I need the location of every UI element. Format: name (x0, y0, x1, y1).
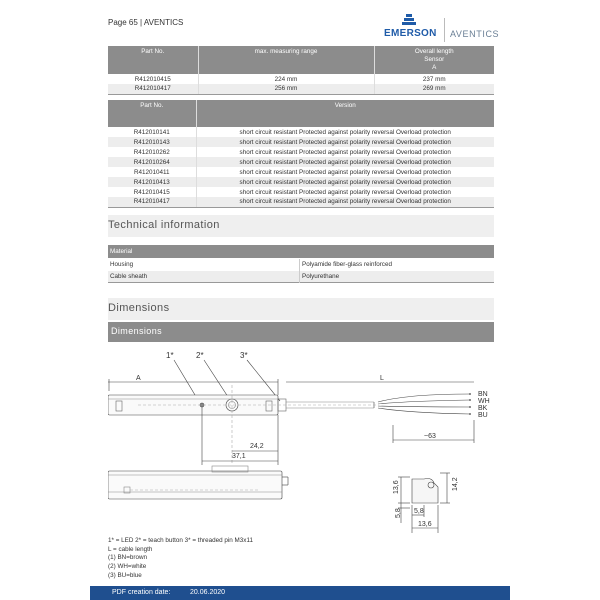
table-row: R412010417 256 mm 269 mm (108, 84, 494, 94)
dim-136b-label: 13,6 (418, 521, 432, 528)
dim-371-label: 37,1 (232, 453, 246, 460)
wire-wh-label: WH (478, 398, 490, 405)
wire-bk-label: BK (478, 405, 488, 412)
material-header: Material (108, 245, 494, 258)
table-row: R412010415 short circuit resistant Protected against polarity reversal Overload protection (108, 187, 494, 197)
emerson-logo-icon (402, 14, 416, 28)
callout-1: 1* (166, 351, 174, 360)
emerson-logo-text: EMERSON (384, 28, 437, 39)
aventics-logo-text: AVENTICS (450, 29, 500, 39)
table-row: R412010264 short circuit resistant Protected against polarity reversal Overload protection (108, 157, 494, 167)
table-row: R412010417 short circuit resistant Protected against polarity reversal Overload protection (108, 197, 494, 207)
technical-info-title: Technical information (108, 219, 220, 231)
dimensions-title: Dimensions (108, 302, 170, 314)
callout-3: 3* (240, 351, 248, 360)
table-row: R412010415 224 mm 237 mm (108, 74, 494, 84)
table-row: R412010262 short circuit resistant Protected against polarity reversal Overload protection (108, 147, 494, 157)
page-header (108, 14, 503, 44)
wire-bu-label: BU (478, 412, 488, 419)
material-row: Cable sheath Polyurethane (108, 271, 494, 283)
version-table (108, 100, 494, 208)
col-header-part-no: Part No. (108, 100, 196, 127)
dimension-drawing (108, 345, 494, 535)
dim-58a-label: 5,8 (395, 508, 402, 518)
table-row: R412010411 short circuit resistant Protected against polarity reversal Overload protection (108, 167, 494, 177)
col-header-version: Version (196, 100, 494, 127)
col-header-range: max. measuring range (198, 46, 374, 74)
table-row: R412010141 short circuit resistant Protected against polarity reversal Overload protection (108, 127, 494, 137)
logo-divider (444, 18, 445, 42)
dim-142-label: 14,2 (452, 477, 459, 491)
dim-242-label: 24,2 (250, 443, 264, 450)
creation-date-label: PDF creation date: (112, 589, 171, 596)
table-row: R412010143 short circuit resistant Protected against polarity reversal Overload protection (108, 137, 494, 147)
page-number: Page 65 | AVENTICS (108, 18, 184, 27)
dim-l-label: L (380, 375, 384, 382)
table-header-row (108, 46, 494, 74)
dimensions-bar: Dimensions (108, 322, 494, 342)
material-row: Housing Polyamide fiber-glass reinforced (108, 259, 494, 271)
dim-a-label: A (136, 375, 141, 382)
creation-date-value: 20.06.2020 (190, 589, 226, 596)
dim-136a-label: 13,6 (393, 480, 400, 494)
dim-63-label: ~63 (424, 433, 436, 440)
table-header-row (108, 100, 494, 127)
page-footer (90, 586, 510, 600)
drawing-notes: 1* = LED 2* = teach button 3* = threaded pin M3x11 L = cable length (1) BN=brown (2) WH=white (3) BU=blue (108, 537, 253, 579)
callout-2: 2* (196, 351, 204, 360)
col-header-part-no: Part No. (108, 46, 198, 74)
table-row: R412010413 short circuit resistant Protected against polarity reversal Overload protection (108, 177, 494, 187)
wire-bn-label: BN (478, 391, 488, 398)
measuring-range-table (108, 46, 494, 95)
dim-58b-label: 5,8 (414, 508, 424, 515)
col-header-length: Overall length Sensor A (374, 46, 494, 74)
